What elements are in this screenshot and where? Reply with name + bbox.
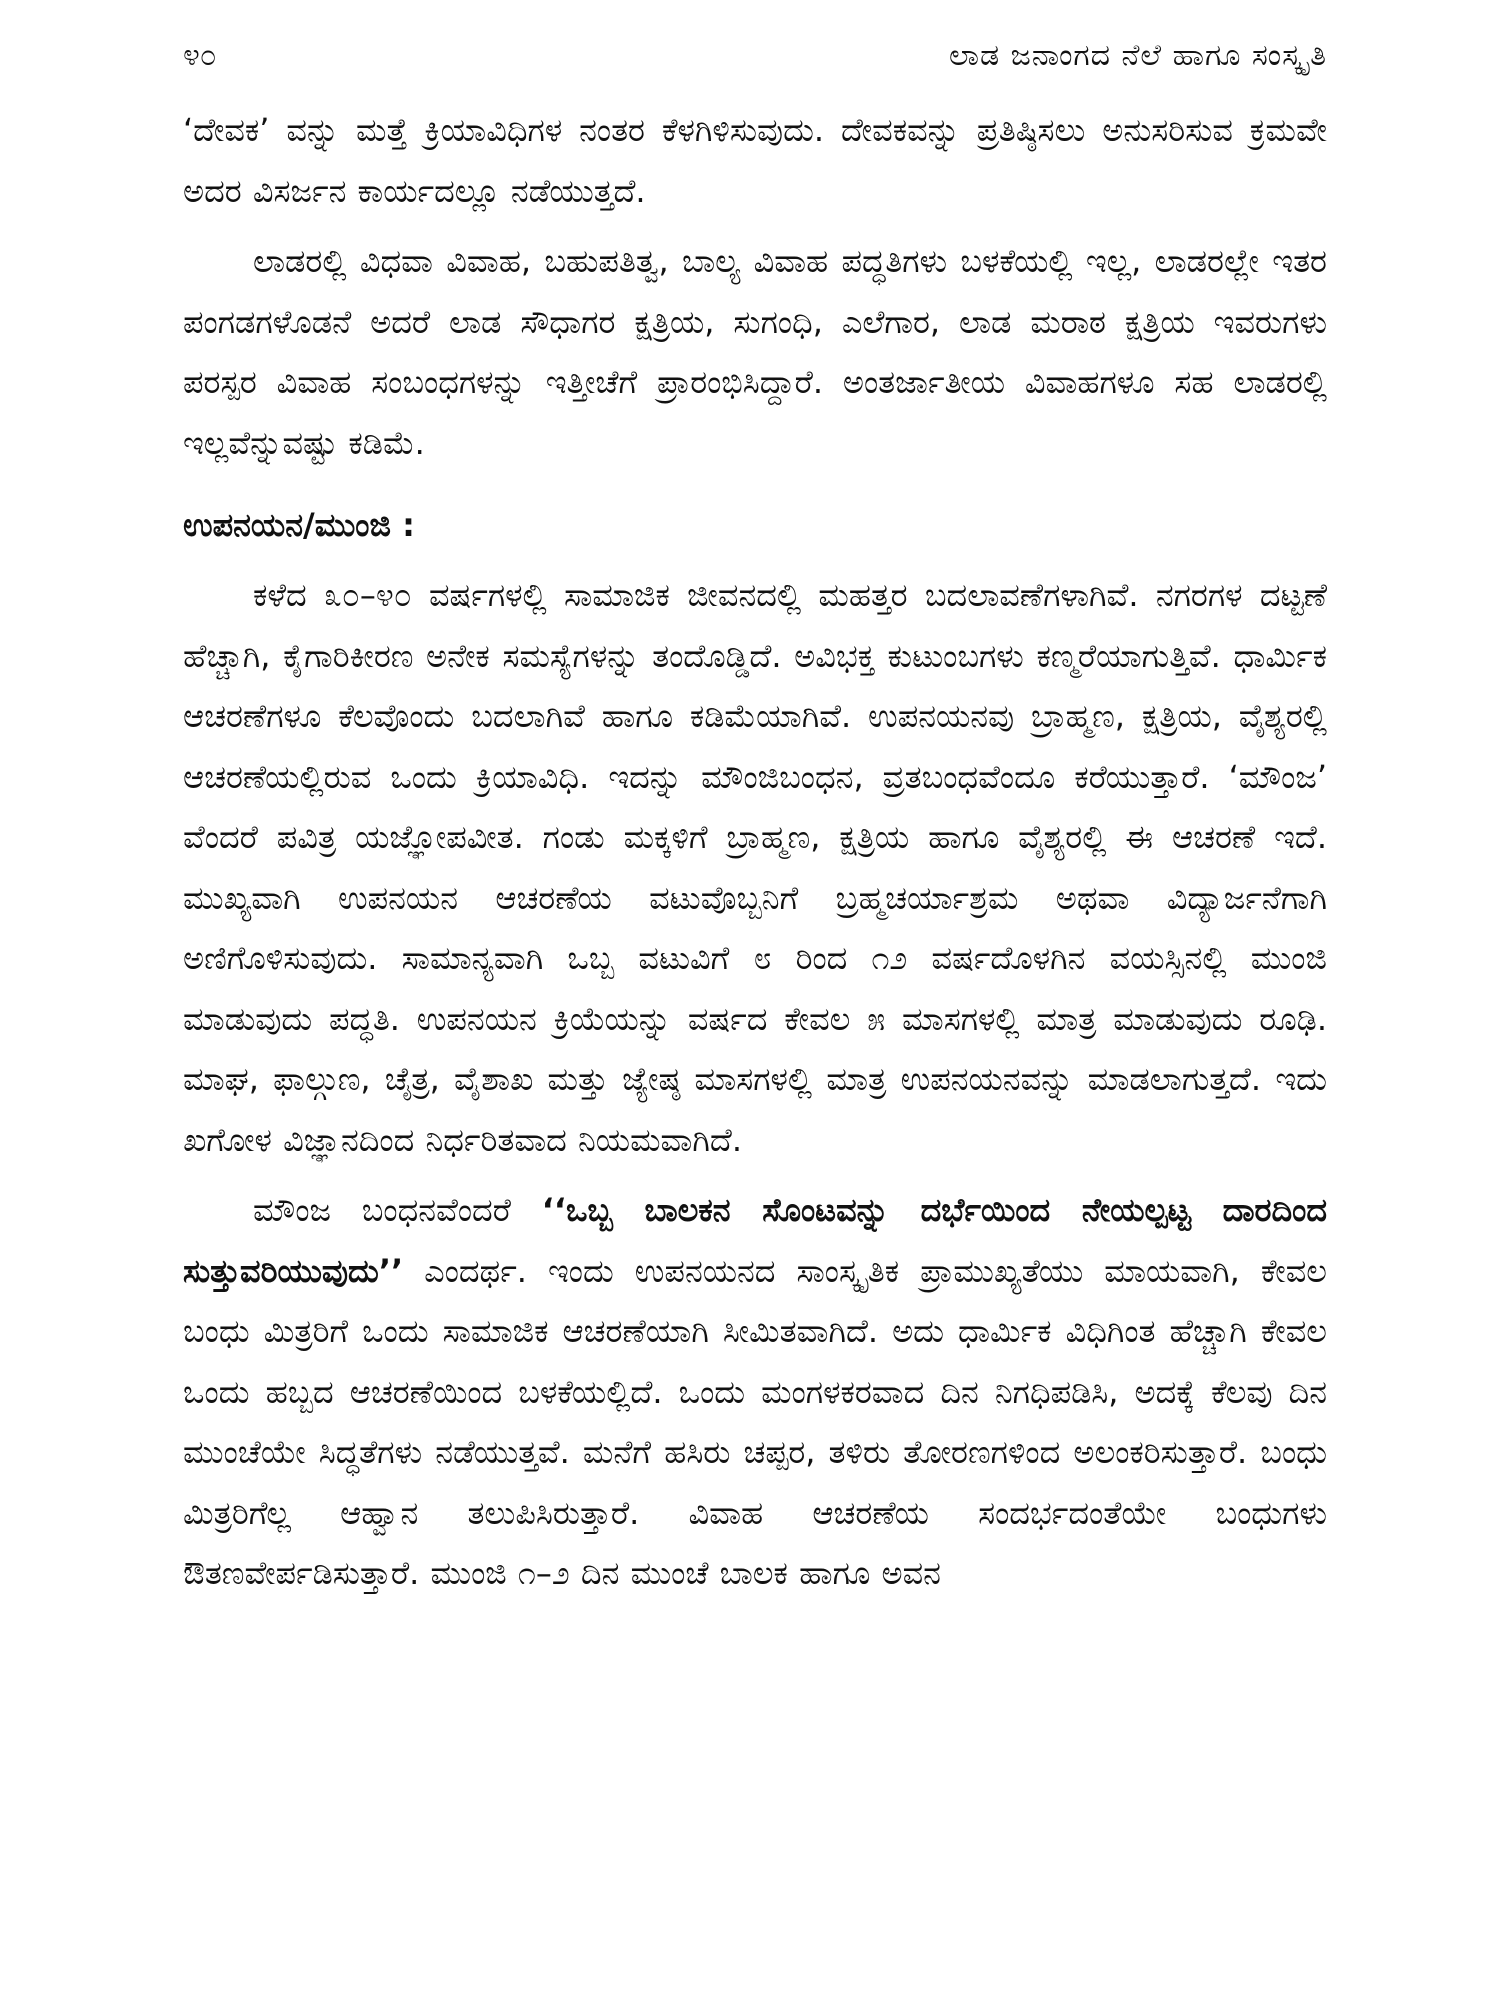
paragraph-mounja-bandhana: [183, 1180, 1327, 1604]
book-page: [183, 32, 1327, 1972]
section-heading-upanayana: ಉಪನಯನ/ಮುಂಜಿ :: [183, 506, 415, 544]
bold-quote: ‘‘ಒಬ್ಬ ಬಾಲಕನ ಸೊಂಟವನ್ನು ದರ್ಭೆಯಿಂದ ನೇಯಲ್ಪಟ್ಟ ದಾರದಿಂದ ಸುತ್ತುವರಿಯುವುದು’’: [183, 1191, 1327, 1290]
running-header: [183, 32, 1327, 80]
running-title: ಲಾಡ ಜನಾಂಗದ ನೆಲೆ ಹಾಗೂ ಸಂಸ್ಕೃತಿ: [948, 38, 1327, 73]
page-number: ೪೦: [183, 38, 217, 73]
paragraph-upanayana-intro: ಕಳೆದ ೩೦–೪೦ ವರ್ಷಗಳಲ್ಲಿ ಸಾಮಾಜಿಕ ಜೀವನದಲ್ಲಿ ಮಹತ್ತರ ಬದಲಾವಣೆಗಳಾಗಿವೆ. ನಗರಗಳ ದಟ್ಟಣೆ ಹೆಚ್ಚಾಗಿ, ಕೈಗಾರಿಕೀರಣ ಅನೇಕ ಸಮಸ್ಯೆಗಳನ್ನು ತಂದೊಡ್ಡಿದೆ. ಅವಿಭಕ್ತ ಕುಟುಂಬಗಳು ಕಣ್ಮರೆಯಾಗುತ್ತಿವೆ. ಧಾರ್ಮಿಕ ಆಚರಣೆಗಳೂ ಕೆಲವೊಂದು ಬದಲಾಗಿವೆ ಹಾಗೂ ಕಡಿಮೆಯಾಗಿವೆ. ಉಪನಯನವು ಬ್ರಾಹ್ಮಣ, ಕ್ಷತ್ರಿಯ, ವೈಶ್ಯರಲ್ಲಿ ಆಚರಣೆಯಲ್ಲಿರುವ ಒಂದು ಕ್ರಿಯಾವಿಧಿ. ಇದನ್ನು ಮೌಂಜಿಬಂಧನ, ವ್ರತಬಂಧವೆಂದೂ ಕರೆಯುತ್ತಾರೆ. ‘ಮೌಂಜ’ ವೆಂದರೆ ಪವಿತ್ರ ಯಜ್ಞೋಪವೀತ. ಗಂಡು ಮಕ್ಕಳಿಗೆ ಬ್ರಾಹ್ಮಣ, ಕ್ಷತ್ರಿಯ ಹಾಗೂ ವೈಶ್ಯರಲ್ಲಿ ಈ ಆಚರಣೆ ಇದೆ. ಮುಖ್ಯವಾಗಿ ಉಪನಯನ ಆಚರಣೆಯ ವಟುವೊಬ್ಬನಿಗೆ ಬ್ರಹ್ಮಚರ್ಯಾಶ್ರಮ ಅಥವಾ ವಿದ್ಯಾರ್ಜನೆಗಾಗಿ ಅಣಿಗೊಳಿಸುವುದು. ಸಾಮಾನ್ಯವಾಗಿ ಒಬ್ಬ ವಟುವಿಗೆ ೮ ರಿಂದ ೧೨ ವರ್ಷದೊಳಗಿನ ವಯಸ್ಸಿನಲ್ಲಿ ಮುಂಜಿ ಮಾಡುವುದು ಪದ್ಧತಿ. ಉಪನಯನ ಕ್ರಿಯೆಯನ್ನು ವರ್ಷದ ಕೇವಲ ೫ ಮಾಸಗಳಲ್ಲಿ ಮಾತ್ರ ಮಾಡುವುದು ರೂಢಿ. ಮಾಘ, ಫಾಲ್ಗುಣ, ಚೈತ್ರ, ವೈಶಾಖ ಮತ್ತು ಜ್ಯೇಷ್ಠ ಮಾಸಗಳಲ್ಲಿ ಮಾತ್ರ ಉಪನಯನವನ್ನು ಮಾಡಲಾಗುತ್ತದೆ. ಇದು ಖಗೋಳ ವಿಜ್ಞಾನದಿಂದ ನಿರ್ಧರಿತವಾದ ನಿಯಮವಾಗಿದೆ.: [183, 576, 1327, 1159]
paragraph-marriage-customs: ಲಾಡರಲ್ಲಿ ವಿಧವಾ ವಿವಾಹ, ಬಹುಪತಿತ್ವ, ಬಾಲ್ಯ ವಿವಾಹ ಪದ್ಧತಿಗಳು ಬಳಕೆಯಲ್ಲಿ ಇಲ್ಲ, ಲಾಡರಲ್ಲೇ ಇತರ ಪಂಗಡಗಳೊಡನೆ ಅದರೆ ಲಾಡ ಸೌಧಾಗರ ಕ್ಷತ್ರಿಯ, ಸುಗಂಧಿ, ಎಲೆಗಾರ, ಲಾಡ ಮರಾಠ ಕ್ಷತ್ರಿಯ ಇವರುಗಳು ಪರಸ್ಪರ ವಿವಾಹ ಸಂಬಂಧಗಳನ್ನು ಇತ್ತೀಚೆಗೆ ಪ್ರಾರಂಭಿಸಿದ್ದಾರೆ. ಅಂತರ್ಜಾತೀಯ ವಿವಾಹಗಳೂ ಸಹ ಲಾಡರಲ್ಲಿ ಇಲ್ಲವೆನ್ನುವಷ್ಟು ಕಡಿಮೆ.: [183, 242, 1327, 462]
paragraph-rest: ಎಂದರ್ಥ. ಇಂದು ಉಪನಯನದ ಸಾಂಸ್ಕೃತಿಕ ಪ್ರಾಮುಖ್ಯತೆಯು ಮಾಯವಾಗಿ, ಕೇವಲ ಬಂಧು ಮಿತ್ರರಿಗೆ ಒಂದು ಸಾಮಾಜಿಕ ಆಚರಣೆಯಾಗಿ ಸೀಮಿತವಾಗಿದೆ. ಅದು ಧಾರ್ಮಿಕ ವಿಧಿಗಿಂತ ಹೆಚ್ಚಾಗಿ ಕೇವಲ ಒಂದು ಹಬ್ಬದ ಆಚರಣೆಯಿಂದ ಬಳಕೆಯಲ್ಲಿದೆ. ಒಂದು ಮಂಗಳಕರವಾದ ದಿನ ನಿಗಧಿಪಡಿಸಿ, ಅದಕ್ಕೆ ಕೆಲವು ದಿನ ಮುಂಚೆಯೇ ಸಿದ್ಧತೆಗಳು ನಡೆಯುತ್ತವೆ. ಮನೆಗೆ ಹಸಿರು ಚಪ್ಪರ, ತಳಿರು ತೋರಣಗಳಿಂದ ಅಲಂಕರಿಸುತ್ತಾರೆ. ಬಂಧು ಮಿತ್ರರಿಗೆಲ್ಲ ಆಹ್ವಾನ ತಲುಪಿಸಿರುತ್ತಾರೆ. ವಿವಾಹ ಆಚರಣೆಯ ಸಂದರ್ಭದಂತೆಯೇ ಬಂಧುಗಳು ಔತಣವೇರ್ಪಡಿಸುತ್ತಾರೆ. ಮುಂಜಿ ೧–೨ ದಿನ ಮುಂಚೆ ಬಾಲಕ ಹಾಗೂ ಅವನ: [183, 1251, 1327, 1592]
paragraph-devaka: ‘ದೇವಕ’ ವನ್ನು ಮತ್ತೆ ಕ್ರಿಯಾವಿಧಿಗಳ ನಂತರ ಕೆಳಗಿಳಿಸುವುದು. ದೇವಕವನ್ನು ಪ್ರತಿಷ್ಠಿಸಲು ಅನುಸರಿಸುವ ಕ್ರಮವೇ ಅದರ ವಿಸರ್ಜನ ಕಾರ್ಯದಲ್ಲೂ ನಡೆಯುತ್ತದೆ.: [183, 111, 1327, 210]
paragraph-lead: ಮೌಂಜ ಬಂಧನವೆಂದರೆ: [253, 1191, 542, 1229]
